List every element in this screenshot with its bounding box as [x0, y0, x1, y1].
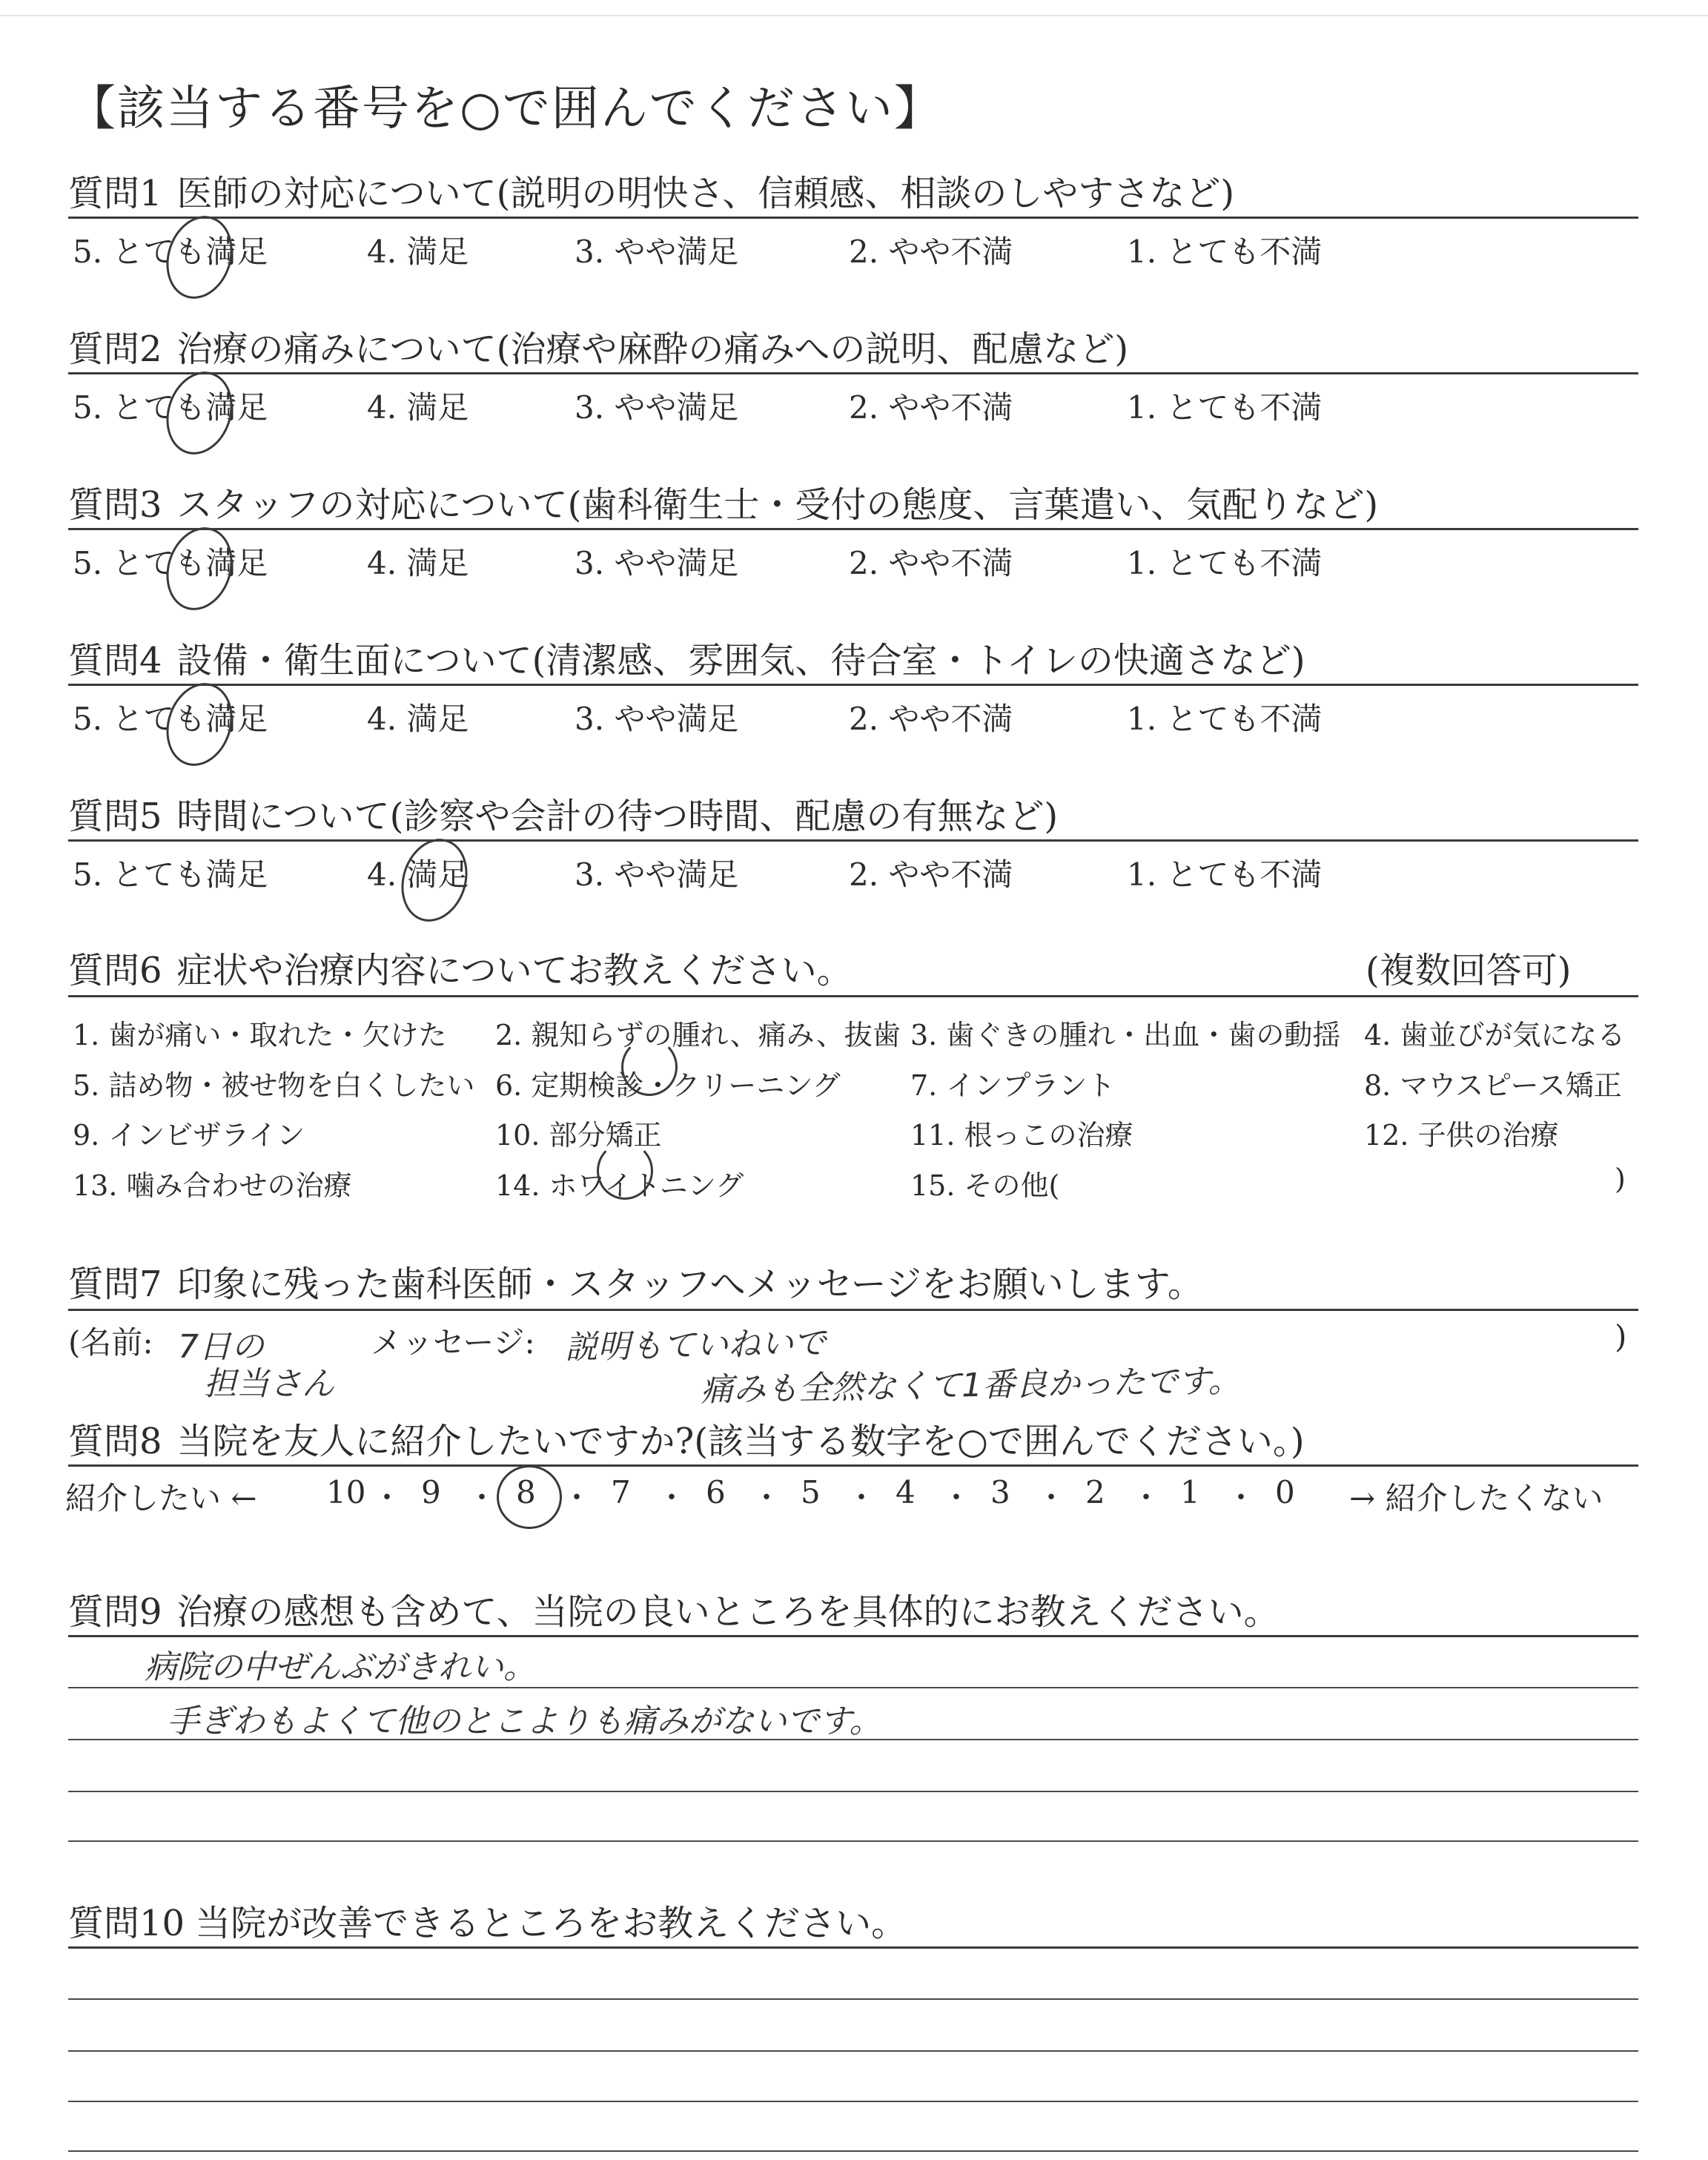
q6-other-close-paren: )	[1615, 1163, 1626, 1195]
q8-scale-separator: ・	[847, 1481, 876, 1515]
q8-text: 当院を友人に紹介したいですか?(該当する数字を○で囲んでください。)	[176, 1421, 1305, 1462]
q10-answer-line-3	[68, 2101, 1638, 2102]
q1-selection-circle	[156, 208, 242, 308]
q8-label: 質問8	[68, 1421, 162, 1462]
q2-option-4[interactable]: 4. 満足	[367, 389, 469, 426]
q4-selection-circle	[156, 675, 242, 775]
q6-option-3[interactable]: 3. 歯ぐきの腫れ・出血・歯の動揺	[910, 1019, 1341, 1051]
q9-answer-line-3	[68, 1791, 1638, 1792]
q6-option-13[interactable]: 13. 噛み合わせの治療	[73, 1169, 352, 1202]
q2-option-3[interactable]: 3. やや満足	[575, 389, 739, 426]
q4-option-3[interactable]: 3. やや満足	[575, 701, 739, 737]
q9-heading	[68, 1583, 1280, 1634]
q5-rule	[68, 839, 1638, 842]
q6-text: 症状や治療内容についてお教えください。	[176, 950, 853, 991]
q6-option-12[interactable]: 12. 子供の治療	[1364, 1119, 1559, 1152]
q3-option-4[interactable]: 4. 満足	[367, 545, 469, 581]
q4-option-2[interactable]: 2. やや不満	[849, 701, 1013, 737]
q3-heading	[68, 476, 1378, 527]
q6-selection-mark-14	[597, 1142, 653, 1200]
q6-option-2[interactable]: 2. 親知らずの腫れ、痛み、抜歯	[495, 1019, 901, 1051]
q1-option-4[interactable]: 4. 満足	[367, 234, 469, 270]
q8-scale-8[interactable]: 8	[516, 1474, 536, 1510]
q1-rule	[68, 217, 1638, 219]
q8-scale-4[interactable]: 4	[896, 1474, 916, 1510]
q1-text: 医師の対応について(説明の明快さ、信頼感、相談のしやすさなど)	[176, 173, 1235, 214]
q1-option-5[interactable]: 5. とても満足	[73, 234, 268, 270]
q5-option-3[interactable]: 3. やや満足	[575, 856, 739, 893]
q8-scale-3[interactable]: 3	[990, 1474, 1010, 1510]
q2-option-2[interactable]: 2. やや不満	[849, 389, 1013, 426]
q7-heading	[68, 1255, 1203, 1307]
q7-text: 印象に残った歯科医師・スタッフへメッセージをお願いします。	[176, 1264, 1203, 1305]
q9-handwritten-line-2: 手ぎわもよくて他のとこよりも痛みがないです。	[167, 1702, 882, 1740]
q4-option-4[interactable]: 4. 満足	[367, 701, 469, 737]
q6-option-7[interactable]: 7. インプラント	[910, 1069, 1116, 1102]
q1-option-2[interactable]: 2. やや不満	[849, 234, 1013, 270]
q7-message-label: メッセージ:	[371, 1324, 535, 1361]
q10-answer-line-1	[68, 1998, 1638, 2000]
q1-option-3[interactable]: 3. やや満足	[575, 234, 739, 270]
q10-heading	[68, 1895, 907, 1946]
q5-selection-circle	[391, 830, 477, 931]
q8-scale-1[interactable]: 1	[1180, 1474, 1200, 1510]
q4-text: 設備・衛生面について(清潔感、雰囲気、待合室・トイレの快適さなど)	[176, 640, 1305, 681]
q5-option-2[interactable]: 2. やや不満	[849, 856, 1013, 893]
survey-instruction-title: 【該当する番号を○で囲んでください】	[68, 82, 943, 136]
q5-label: 質問5	[68, 796, 162, 837]
q4-rule	[68, 684, 1638, 686]
q3-label: 質問3	[68, 484, 162, 526]
q7-name-label: (名前:	[68, 1324, 153, 1361]
q6-label: 質問6	[68, 950, 162, 991]
q8-heading	[68, 1413, 1305, 1464]
q10-label: 質問10	[68, 1903, 185, 1944]
q6-option-4[interactable]: 4. 歯並びが気になる	[1364, 1019, 1626, 1051]
q6-option-6[interactable]: 6. 定期検診・クリーニング	[495, 1069, 841, 1102]
q8-scale-separator: ・	[372, 1481, 402, 1515]
q4-label: 質問4	[68, 640, 162, 681]
q4-option-5[interactable]: 5. とても満足	[73, 701, 268, 737]
q10-answer-line-4	[68, 2150, 1638, 2152]
q7-handwritten-message-1: 説明もていねいで	[564, 1324, 827, 1367]
q6-option-1[interactable]: 1. 歯が痛い・取れた・欠けた	[73, 1019, 447, 1051]
q7-label: 質問7	[68, 1264, 162, 1305]
q8-scale-7[interactable]: 7	[611, 1474, 631, 1510]
q2-label: 質問2	[68, 328, 162, 370]
page-top-border	[0, 15, 1708, 16]
q5-option-1[interactable]: 1. とても不満	[1127, 856, 1323, 893]
q8-scale-10[interactable]: 10	[326, 1474, 366, 1510]
q3-option-5[interactable]: 5. とても満足	[73, 545, 268, 581]
q2-text: 治療の痛みについて(治療や麻酔の痛みへの説明、配慮など)	[176, 328, 1129, 370]
q8-scale-separator: ・	[941, 1481, 971, 1515]
q8-scale-6[interactable]: 6	[706, 1474, 726, 1510]
q8-scale-9[interactable]: 9	[421, 1474, 441, 1510]
q8-scale-separator: ・	[1036, 1481, 1066, 1515]
q9-answer-line-4	[68, 1840, 1638, 1842]
q9-rule	[68, 1635, 1638, 1637]
q2-rule	[68, 372, 1638, 374]
q1-heading	[68, 165, 1234, 216]
q6-option-5[interactable]: 5. 詰め物・被せ物を白くしたい	[73, 1069, 475, 1102]
q3-option-2[interactable]: 2. やや不満	[849, 545, 1013, 581]
q3-selection-circle	[156, 519, 242, 619]
q8-scale-separator: ・	[562, 1481, 592, 1515]
q2-heading	[68, 320, 1128, 371]
q6-rule	[68, 995, 1638, 997]
q10-text: 当院が改善できるところをお教えください。	[195, 1903, 907, 1944]
q6-selection-mark-6	[621, 1038, 678, 1096]
q9-handwritten-line-1: 病院の中ぜんぶがきれい。	[145, 1648, 536, 1686]
q7-close-paren: )	[1615, 1318, 1627, 1355]
q10-answer-line-2	[68, 2050, 1638, 2052]
q8-scale-separator: ・	[752, 1481, 781, 1515]
q8-scale-separator: ・	[1226, 1481, 1256, 1515]
q8-left-label: 紹介したい ←	[65, 1480, 257, 1516]
q5-heading	[68, 787, 1058, 839]
q9-text: 治療の感想も含めて、当院の良いところを具体的にお教えください。	[176, 1591, 1280, 1633]
q4-option-1[interactable]: 1. とても不満	[1127, 701, 1323, 737]
q7-handwritten-message-2: 痛みも全然なくて1番良かったです。	[700, 1361, 1241, 1410]
q6-option-8[interactable]: 8. マウスピース矯正	[1364, 1069, 1622, 1102]
q3-text: スタッフの対応について(歯科衛生士・受付の態度、言葉遣い、気配りなど)	[176, 484, 1379, 526]
q3-rule	[68, 528, 1638, 530]
q7-handwritten-name-2: 担当さん	[204, 1365, 334, 1403]
q1-label: 質問1	[68, 173, 162, 214]
q6-option-15[interactable]: 15. その他(	[910, 1169, 1060, 1202]
q6-option-10[interactable]: 10. 部分矯正	[495, 1119, 662, 1152]
q8-scale-separator: ・	[1131, 1481, 1161, 1515]
q6-option-14[interactable]: 14. ホワイトニング	[495, 1169, 744, 1202]
q6-option-11[interactable]: 11. 根っこの治療	[910, 1119, 1133, 1152]
q8-scale-separator: ・	[657, 1481, 686, 1515]
q8-scale-separator: ・	[467, 1481, 497, 1515]
q6-note: (複数回答可)	[1366, 950, 1572, 991]
q3-option-3[interactable]: 3. やや満足	[575, 545, 739, 581]
q2-option-5[interactable]: 5. とても満足	[73, 389, 268, 426]
q8-scale-2[interactable]: 2	[1085, 1474, 1105, 1510]
q8-selection-circle	[497, 1465, 562, 1529]
q8-right-label: → 紹介したくない	[1349, 1480, 1603, 1516]
q6-option-9[interactable]: 9. インビザライン	[73, 1119, 305, 1152]
q5-option-4[interactable]: 4. 満足	[367, 856, 469, 893]
q8-scale-5[interactable]: 5	[801, 1474, 821, 1510]
q5-option-5[interactable]: 5. とても満足	[73, 856, 268, 893]
q9-label: 質問9	[68, 1591, 162, 1633]
q8-rule	[68, 1464, 1638, 1467]
q1-option-1[interactable]: 1. とても不満	[1127, 234, 1323, 270]
q8-scale-0[interactable]: 0	[1275, 1474, 1295, 1510]
q2-option-1[interactable]: 1. とても不満	[1127, 389, 1323, 426]
q10-rule	[68, 1946, 1638, 1949]
q4-heading	[68, 632, 1305, 683]
q5-text: 時間について(診察や会計の待つ時間、配慮の有無など)	[176, 796, 1059, 837]
q7-handwritten-name-1: 7日の	[178, 1328, 264, 1366]
q2-selection-circle	[156, 363, 242, 463]
q6-heading	[68, 942, 853, 993]
q3-option-1[interactable]: 1. とても不満	[1127, 545, 1323, 581]
q7-rule	[68, 1309, 1638, 1311]
